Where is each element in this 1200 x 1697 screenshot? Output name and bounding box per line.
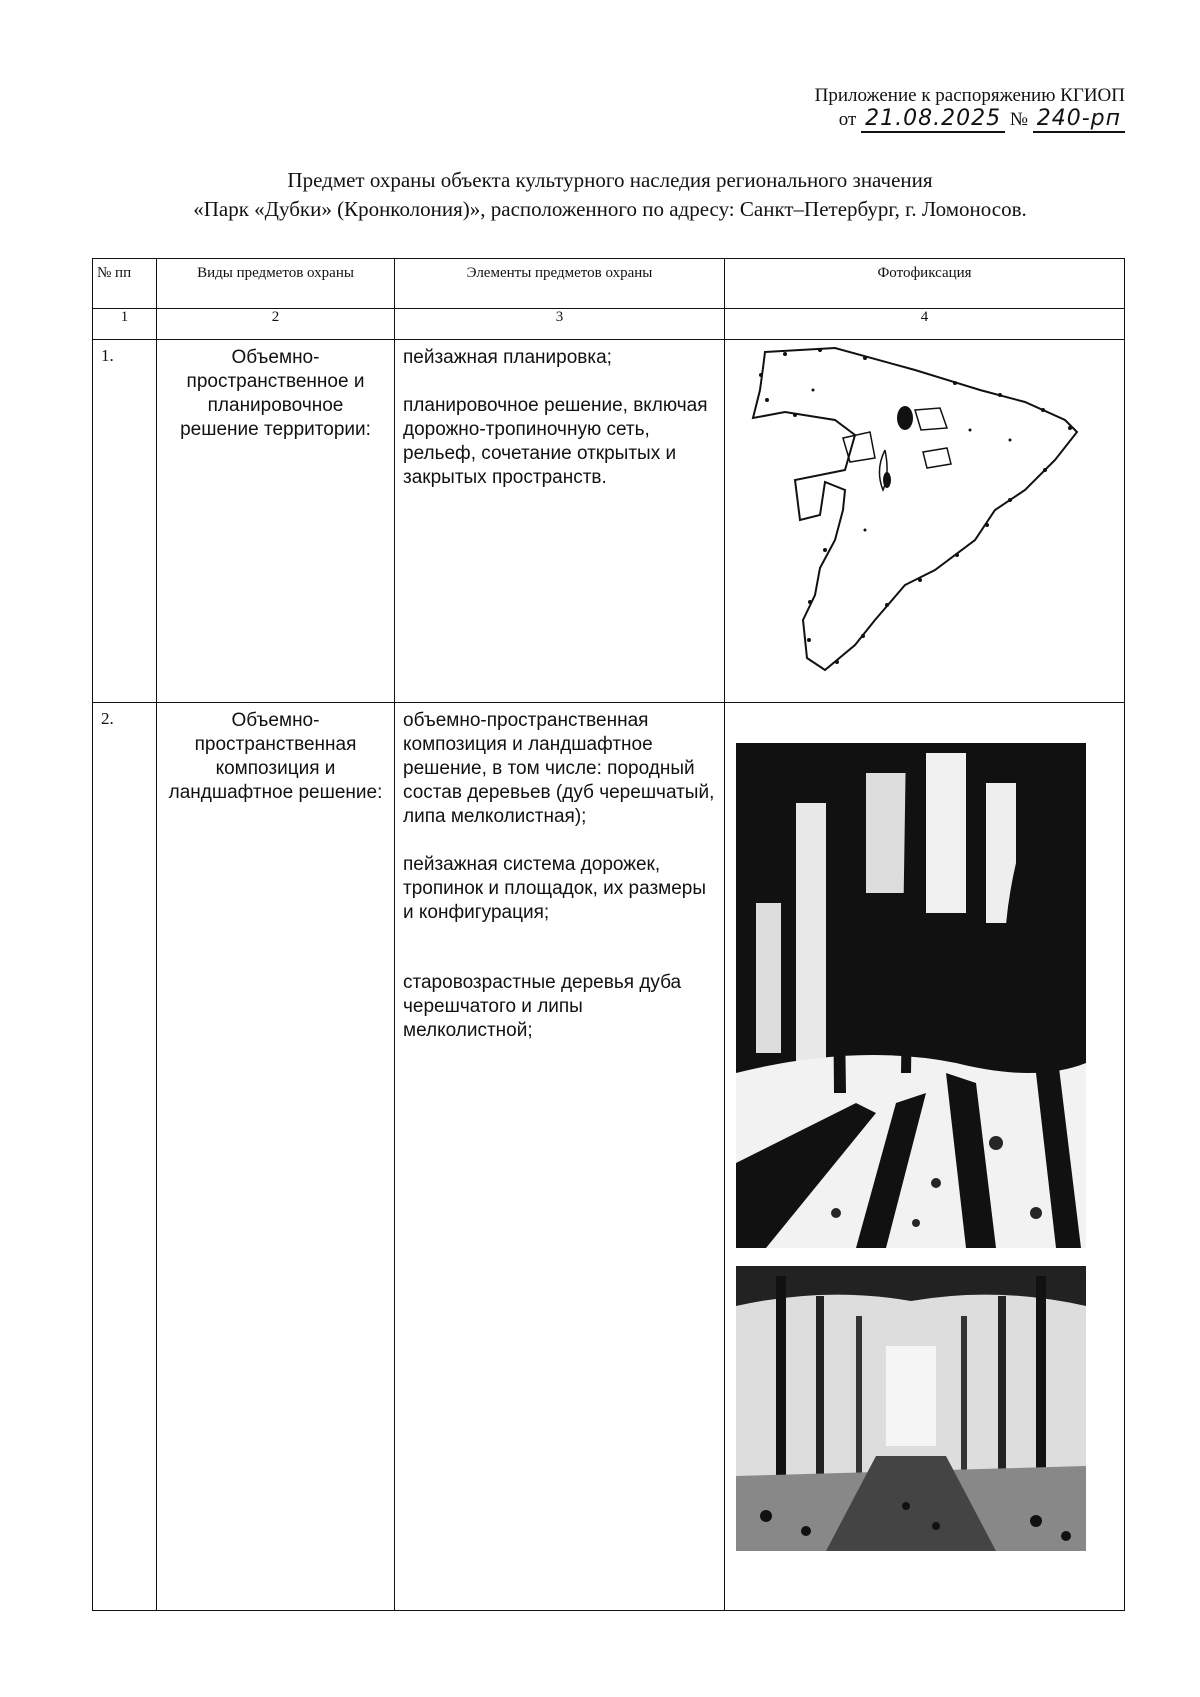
element-item: пейзажная планировка; <box>403 347 612 368</box>
handwritten-date: 21.08.2025 <box>861 106 1005 133</box>
date-prefix: от <box>838 109 857 130</box>
element-item: планировочное решение, включая дорожно-тропиночную сеть, рельеф, сочетание открытых и закрытых пространств. <box>403 395 708 488</box>
element-item: старовозрастные деревья дуба черешчатого и липы мелколистной; <box>403 972 682 1041</box>
row-number: 2. <box>93 703 157 1611</box>
protection-elements <box>395 340 725 703</box>
protection-type: Объемно-пространственная композиция и ландшафтное решение: <box>157 703 395 1611</box>
table-row <box>93 703 1125 1611</box>
oak-trees-photo <box>736 743 1086 1248</box>
column-header-types: Виды предметов охраны <box>157 259 395 309</box>
column-header-num: № пп <box>93 259 157 309</box>
appendix-date-line <box>705 107 1125 131</box>
index-cell: 1 <box>93 309 157 340</box>
protection-type: Объемно-пространственное и планировочное решение территории: <box>157 340 395 703</box>
index-cell: 4 <box>725 309 1125 340</box>
element-item: объемно-пространственная композиция и ландшафтное решение, в том числе: породный состав деревьев (дуб черешчатый, липа мелколистная); <box>403 710 715 827</box>
protection-elements <box>395 703 725 1611</box>
tree-alley-photo <box>736 1266 1086 1551</box>
document-title <box>90 166 1130 224</box>
index-cell: 2 <box>157 309 395 340</box>
table-row <box>93 340 1125 703</box>
title-line-2: «Парк «Дубки» (Кронколония)», расположенного по адресу: Санкт–Петербург, г. Ломоносов. <box>193 197 1027 221</box>
title-line-1: Предмет охраны объекта культурного наследия регионального значения <box>287 168 933 192</box>
photo-cell <box>725 703 1125 1611</box>
row-number: 1. <box>93 340 157 703</box>
park-boundary-plan <box>725 340 1123 688</box>
element-item: пейзажная система дорожек, тропинок и площадок, их размеры и конфигурация; <box>403 854 707 923</box>
header-row <box>93 259 1125 309</box>
protection-subject-table <box>92 258 1125 1611</box>
column-header-elements: Элементы предметов охраны <box>395 259 725 309</box>
appendix-line: Приложение к распоряжению КГИОП <box>814 85 1125 106</box>
handwritten-number: 240-рп <box>1033 106 1125 133</box>
appendix-reference <box>705 84 1125 131</box>
index-cell: 3 <box>395 309 725 340</box>
photo-cell <box>725 340 1125 703</box>
number-prefix: № <box>1009 109 1028 130</box>
index-row <box>93 309 1125 340</box>
column-header-photo: Фотофиксация <box>725 259 1125 309</box>
